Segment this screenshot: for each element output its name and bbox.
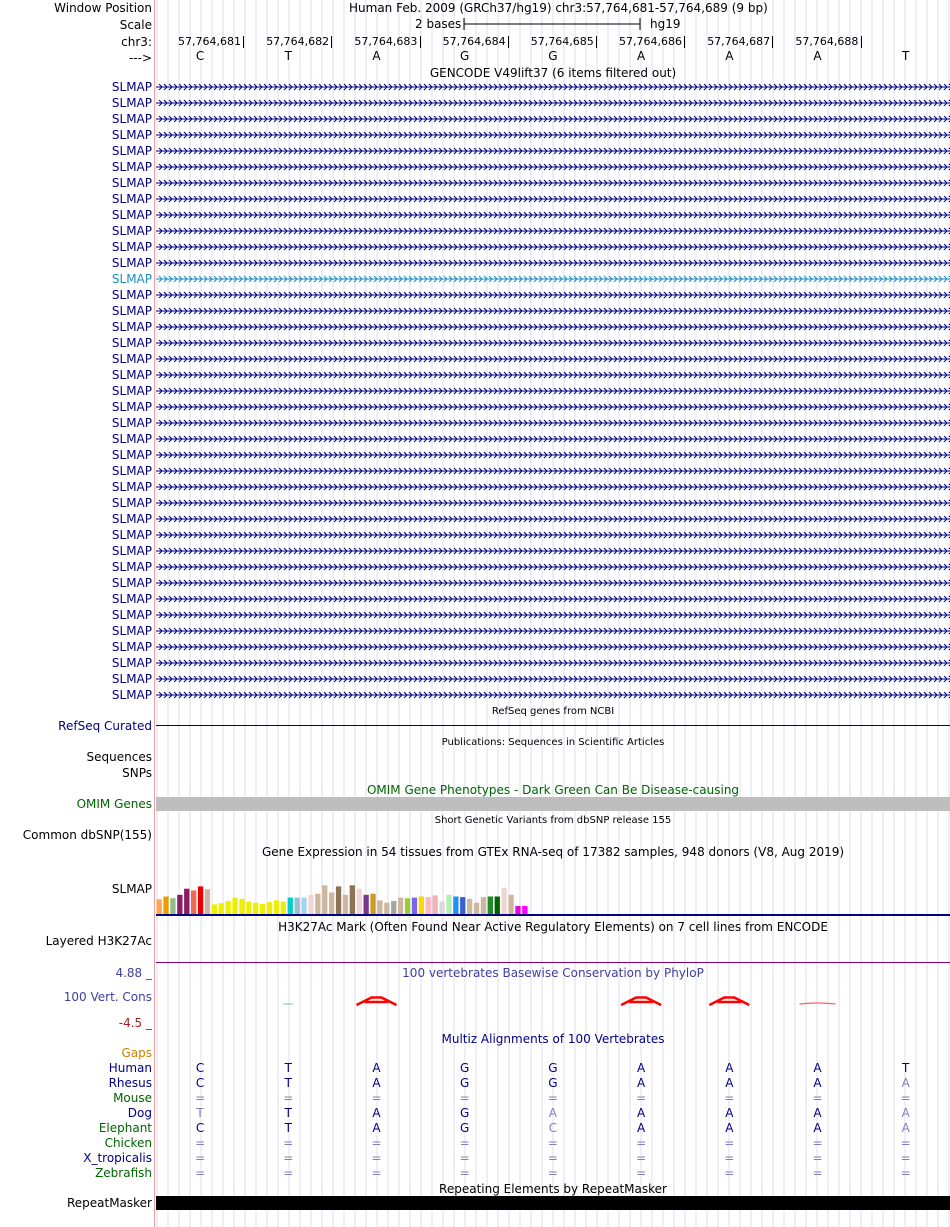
gtex-bar-chart[interactable]: [156, 859, 556, 915]
gtex-tissue-bar[interactable]: [508, 895, 513, 915]
gtex-tissue-bar[interactable]: [315, 894, 320, 915]
multiz-base: A: [636, 1106, 646, 1120]
multiz-base: =: [900, 1166, 911, 1180]
gencode-transcript-line[interactable]: [156, 194, 950, 204]
gtex-tissue-bar[interactable]: [453, 897, 458, 916]
gtex-tissue-bar[interactable]: [391, 901, 396, 915]
gtex-tissue-bar[interactable]: [301, 898, 306, 915]
gencode-row-label[interactable]: SLMAP: [111, 240, 152, 254]
multiz-base: A: [372, 1121, 381, 1135]
multiz-base: A: [725, 1076, 734, 1090]
multiz-base: =: [724, 1091, 735, 1105]
gencode-transcript-line[interactable]: [156, 562, 950, 572]
multiz-base: =: [283, 1166, 294, 1180]
multiz-base: =: [547, 1166, 558, 1180]
ruler-position: 57,764,683: [354, 35, 418, 48]
multiz-base: A: [725, 1121, 734, 1135]
gtex-tissue-bar[interactable]: [191, 890, 196, 915]
ruler-tick: [420, 36, 421, 48]
gtex-tissue-bar[interactable]: [364, 895, 369, 915]
repeatmasker-track-title: Repeating Elements by RepeatMasker: [439, 1182, 667, 1196]
gtex-tissue-bar[interactable]: [405, 898, 410, 915]
gtex-tissue-bar[interactable]: [412, 898, 417, 915]
multiz-base: =: [900, 1136, 911, 1150]
ruler-tick: [243, 36, 244, 48]
multiz-base: =: [724, 1151, 735, 1165]
conservation-min-label: -4.5 _: [118, 1016, 152, 1030]
gtex-tissue-bar[interactable]: [322, 885, 327, 915]
gtex-tissue-bar[interactable]: [460, 897, 465, 915]
gencode-transcript-line[interactable]: [156, 146, 950, 156]
multiz-base: A: [372, 1076, 381, 1090]
multiz-species-label[interactable]: Chicken: [104, 1136, 152, 1150]
gtex-tissue-bar[interactable]: [377, 900, 382, 915]
gencode-row-label[interactable]: SLMAP: [111, 96, 152, 110]
conservation-peak[interactable]: [800, 1003, 836, 1004]
ruler-position: 57,764,686: [619, 35, 682, 48]
multiz-base: A: [372, 1061, 381, 1075]
multiz-base: A: [725, 1106, 734, 1120]
gencode-transcript-line[interactable]: [156, 274, 950, 284]
gtex-tissue-bar[interactable]: [426, 897, 431, 915]
gencode-track-title: GENCODE V49lift37 (6 items filtered out): [429, 66, 677, 80]
multiz-base: A: [548, 1106, 557, 1120]
gencode-transcript-line[interactable]: [156, 674, 950, 684]
multiz-base: =: [195, 1136, 206, 1150]
gencode-transcript-line[interactable]: [156, 642, 950, 652]
ruler-tick: [596, 36, 597, 48]
snps-label[interactable]: SNPs: [122, 766, 152, 780]
multiz-base: =: [459, 1136, 470, 1150]
repeatmasker-label[interactable]: RepeatMasker: [66, 1196, 152, 1210]
ruler-position: 57,764,688: [795, 35, 859, 48]
gencode-row-label[interactable]: SLMAP: [111, 80, 152, 94]
gencode-transcript-line[interactable]: [156, 338, 950, 348]
strand-label: --->: [128, 51, 152, 65]
multiz-base: =: [547, 1091, 558, 1105]
gencode-row-label[interactable]: SLMAP: [111, 208, 152, 222]
gtex-tissue-bar[interactable]: [281, 902, 286, 915]
multiz-species-label[interactable]: Elephant: [98, 1121, 152, 1135]
gencode-row-label[interactable]: SLMAP: [111, 288, 152, 302]
conservation-peak[interactable]: [709, 998, 749, 1005]
gtex-tissue-bar[interactable]: [184, 889, 189, 915]
base-letter: A: [372, 49, 381, 63]
h3k27ac-label[interactable]: Layered H3K27Ac: [45, 934, 152, 948]
gtex-tissue-bar[interactable]: [502, 888, 507, 915]
gencode-transcript-line[interactable]: [156, 258, 950, 268]
multiz-species-label[interactable]: X_tropicalis: [83, 1151, 152, 1165]
gtex-tissue-bar[interactable]: [295, 898, 300, 915]
gtex-tissue-bar[interactable]: [246, 902, 251, 915]
gtex-tissue-bar[interactable]: [308, 895, 313, 915]
gencode-transcript-line[interactable]: [156, 466, 950, 476]
multiz-base: G: [460, 1121, 470, 1135]
multiz-base: G: [460, 1076, 470, 1090]
multiz-base: =: [636, 1091, 647, 1105]
base-letter: A: [636, 49, 646, 63]
refseq-track-title: RefSeq genes from NCBI: [491, 706, 615, 717]
gencode-row-label[interactable]: SLMAP: [111, 400, 152, 414]
gtex-tissue-bar[interactable]: [232, 898, 237, 915]
scale-text: 2 bases: [415, 17, 462, 31]
gtex-tissue-bar[interactable]: [481, 897, 486, 915]
chrom-label: chr3:: [121, 35, 152, 49]
gtex-tissue-bar[interactable]: [343, 895, 348, 915]
gtex-tissue-bar[interactable]: [467, 899, 472, 915]
conservation-max-label: 4.88 _: [115, 966, 152, 980]
gencode-transcript-line[interactable]: [156, 418, 950, 428]
gtex-tissue-bar[interactable]: [488, 897, 493, 916]
gtex-tissue-bar[interactable]: [170, 898, 175, 915]
multiz-species-label[interactable]: Mouse: [113, 1091, 152, 1105]
gtex-track-title: Gene Expression in 54 tissues from GTEx RNA-seq of 17382 samples, 948 donors (V8, Aug 2019): [261, 845, 845, 859]
multiz-base: =: [900, 1151, 911, 1165]
gencode-transcript-line[interactable]: [156, 130, 950, 140]
gencode-row-label[interactable]: SLMAP: [111, 688, 152, 702]
multiz-base: A: [372, 1106, 381, 1120]
multiz-base: C: [548, 1121, 558, 1135]
gtex-tissue-bar[interactable]: [433, 895, 438, 915]
multiz-base: G: [460, 1106, 470, 1120]
ruler-position: 57,764,684: [442, 35, 506, 48]
multiz-base: T: [196, 1106, 204, 1120]
gencode-row-label[interactable]: SLMAP: [111, 592, 152, 606]
multiz-base: =: [371, 1166, 382, 1180]
gencode-row-label[interactable]: SLMAP: [111, 160, 152, 174]
multiz-base: T: [284, 1076, 292, 1090]
gtex-tissue-bar[interactable]: [177, 895, 182, 915]
multiz-base: =: [636, 1166, 647, 1180]
conservation-plot[interactable]: [156, 990, 950, 1010]
gencode-transcript-line[interactable]: [156, 450, 950, 460]
scale-assembly: hg19: [650, 17, 681, 31]
gtex-tissue-bar[interactable]: [370, 894, 375, 915]
gtex-tissue-bar[interactable]: [495, 897, 500, 916]
multiz-base: A: [813, 1076, 822, 1090]
ruler-tick: [508, 36, 509, 48]
gencode-row-label[interactable]: SLMAP: [111, 464, 152, 478]
gencode-transcript-line[interactable]: [156, 498, 950, 508]
gencode-transcript-line[interactable]: [156, 322, 950, 332]
gtex-tissue-bar[interactable]: [274, 900, 279, 915]
gencode-row-label[interactable]: SLMAP: [111, 480, 152, 494]
gencode-row-label[interactable]: SLMAP: [111, 128, 152, 142]
multiz-base: =: [547, 1136, 558, 1150]
gencode-transcript-line[interactable]: [156, 98, 950, 108]
gencode-transcript-line[interactable]: [156, 162, 950, 172]
publications-track-title: Publications: Sequences in Scientific Articles: [441, 737, 665, 748]
gencode-row-label[interactable]: SLMAP: [111, 416, 152, 430]
gtex-tissue-bar[interactable]: [357, 889, 362, 915]
base-letter: T: [284, 49, 292, 63]
multiz-base: C: [195, 1076, 205, 1090]
gtex-tissue-bar[interactable]: [336, 886, 341, 915]
h3k27ac-baseline: [156, 962, 950, 963]
scale-bar: [462, 16, 644, 32]
multiz-base: =: [283, 1091, 294, 1105]
gencode-row-label[interactable]: SLMAP: [111, 608, 152, 622]
gencode-row-label[interactable]: SLMAP: [111, 256, 152, 270]
gencode-row-label[interactable]: SLMAP: [111, 272, 152, 286]
ruler-position: 57,764,682: [266, 35, 330, 48]
ruler-tick: [684, 36, 685, 48]
gencode-row-label[interactable]: SLMAP: [111, 320, 152, 334]
gtex-tissue-bar[interactable]: [419, 897, 424, 916]
multiz-base: =: [195, 1151, 206, 1165]
gencode-row-label[interactable]: SLMAP: [111, 624, 152, 638]
multiz-base: C: [195, 1121, 205, 1135]
gencode-row-label[interactable]: SLMAP: [111, 528, 152, 542]
multiz-base: =: [636, 1136, 647, 1150]
gencode-transcript-line[interactable]: [156, 658, 950, 668]
gencode-transcript-line[interactable]: [156, 306, 950, 316]
gencode-row-label[interactable]: SLMAP: [111, 544, 152, 558]
gencode-row-label[interactable]: SLMAP: [111, 640, 152, 654]
gencode-row-label[interactable]: SLMAP: [111, 304, 152, 318]
window-position-label: Window Position: [54, 1, 152, 15]
gtex-baseline: [156, 914, 950, 916]
gencode-transcript-line[interactable]: [156, 402, 950, 412]
multiz-base: G: [548, 1076, 558, 1090]
gtex-tissue-bar[interactable]: [205, 889, 210, 915]
base-letter: A: [813, 49, 822, 63]
multiz-base: =: [371, 1091, 382, 1105]
ruler-position: 57,764,685: [530, 35, 594, 48]
gtex-tissue-bar[interactable]: [157, 899, 162, 915]
multiz-species-label[interactable]: Dog: [127, 1106, 152, 1120]
gencode-transcript-line[interactable]: [156, 370, 950, 380]
gtex-label[interactable]: SLMAP: [111, 882, 152, 896]
multiz-base: A: [636, 1061, 646, 1075]
multiz-species-label[interactable]: Zebrafish: [95, 1166, 152, 1180]
gencode-row-label[interactable]: SLMAP: [111, 496, 152, 510]
multiz-base: A: [725, 1061, 734, 1075]
multiz-base: =: [195, 1091, 206, 1105]
conservation-peak[interactable]: [357, 998, 397, 1005]
base-letter: G: [548, 49, 558, 63]
multiz-track-title: Multiz Alignments of 100 Vertebrates: [441, 1032, 665, 1046]
gencode-transcript-line[interactable]: [156, 354, 950, 364]
ruler-tick: [331, 36, 332, 48]
conservation-label[interactable]: 100 Vert. Cons: [63, 990, 152, 1004]
gtex-tissue-bar[interactable]: [163, 897, 168, 916]
gencode-row-label[interactable]: SLMAP: [111, 384, 152, 398]
gencode-transcript-line[interactable]: [156, 82, 950, 92]
multiz-base: A: [901, 1106, 910, 1120]
multiz-base: =: [547, 1151, 558, 1165]
multiz-base: T: [284, 1061, 292, 1075]
multiz-base: G: [460, 1061, 470, 1075]
gtex-tissue-bar[interactable]: [329, 893, 334, 915]
multiz-base: =: [371, 1136, 382, 1150]
gencode-transcript-line[interactable]: [156, 210, 950, 220]
label-column-separator: [154, 0, 155, 1227]
gencode-transcript-line[interactable]: [156, 226, 950, 236]
multiz-base: A: [813, 1106, 822, 1120]
multiz-base: A: [813, 1121, 822, 1135]
multiz-base: A: [901, 1076, 910, 1090]
dbsnp-track-title: Short Genetic Variants from dbSNP release 155: [434, 815, 672, 826]
multiz-base: A: [901, 1121, 910, 1135]
gencode-row-label[interactable]: SLMAP: [111, 560, 152, 574]
multiz-base: =: [812, 1091, 823, 1105]
omim-label[interactable]: OMIM Genes: [76, 797, 152, 811]
multiz-base: =: [724, 1166, 735, 1180]
h3k27ac-track-title: H3K27Ac Mark (Often Found Near Active Regulatory Elements) on 7 cell lines from ENCODE: [278, 920, 828, 934]
multiz-base: A: [636, 1076, 646, 1090]
gencode-row-label[interactable]: SLMAP: [111, 672, 152, 686]
multiz-base: C: [195, 1061, 205, 1075]
multiz-base: A: [813, 1061, 822, 1075]
gencode-transcript-line[interactable]: [156, 514, 950, 524]
multiz-base: =: [636, 1151, 647, 1165]
gencode-transcript-line[interactable]: [156, 530, 950, 540]
scale-label: Scale: [119, 18, 152, 32]
gencode-transcript-line[interactable]: [156, 242, 950, 252]
sequences-label[interactable]: Sequences: [86, 750, 152, 764]
base-letter: C: [195, 49, 205, 63]
gtex-tissue-bar[interactable]: [350, 885, 355, 915]
gencode-transcript-line[interactable]: [156, 578, 950, 588]
multiz-base: =: [724, 1136, 735, 1150]
gencode-row-label[interactable]: SLMAP: [111, 176, 152, 190]
gencode-transcript-line[interactable]: [156, 690, 950, 700]
gtex-tissue-bar[interactable]: [446, 895, 451, 915]
gtex-tissue-bar[interactable]: [198, 886, 203, 915]
multiz-base: G: [548, 1061, 558, 1075]
multiz-base: =: [283, 1151, 294, 1165]
base-letter: G: [460, 49, 470, 63]
repeatmasker-bar[interactable]: [156, 1196, 950, 1210]
omim-track-title: OMIM Gene Phenotypes - Dark Green Can Be Disease-causing: [366, 783, 740, 797]
gencode-row-label[interactable]: SLMAP: [111, 144, 152, 158]
multiz-base: =: [812, 1151, 823, 1165]
gencode-row-label[interactable]: SLMAP: [111, 512, 152, 526]
gencode-transcript-line[interactable]: [156, 290, 950, 300]
refseq-label[interactable]: RefSeq Curated: [58, 719, 152, 733]
gencode-row-label[interactable]: SLMAP: [111, 112, 152, 126]
refseq-line: [156, 725, 950, 726]
multiz-base: =: [371, 1151, 382, 1165]
multiz-base: =: [900, 1091, 911, 1105]
multiz-base: T: [284, 1106, 292, 1120]
gencode-transcript-line[interactable]: [156, 434, 950, 444]
multiz-base: =: [459, 1091, 470, 1105]
gaps-label: Gaps: [121, 1046, 152, 1060]
dbsnp-label[interactable]: Common dbSNP(155): [22, 828, 152, 842]
multiz-base: T: [902, 1061, 910, 1075]
gtex-tissue-bar[interactable]: [226, 901, 231, 915]
gencode-transcript-line[interactable]: [156, 114, 950, 124]
gencode-transcript-line[interactable]: [156, 610, 950, 620]
multiz-species-label[interactable]: Human: [108, 1061, 152, 1075]
multiz-base: =: [459, 1166, 470, 1180]
gtex-tissue-bar[interactable]: [239, 899, 244, 915]
multiz-species-label[interactable]: Rhesus: [108, 1076, 152, 1090]
gencode-row-label[interactable]: SLMAP: [111, 432, 152, 446]
gencode-transcript-line[interactable]: [156, 626, 950, 636]
multiz-base: =: [283, 1136, 294, 1150]
multiz-base: =: [812, 1136, 823, 1150]
gencode-transcript-line[interactable]: [156, 178, 950, 188]
gtex-tissue-bar[interactable]: [288, 898, 293, 915]
gtex-tissue-bar[interactable]: [439, 902, 444, 915]
gencode-row-label[interactable]: SLMAP: [111, 336, 152, 350]
gencode-row-label[interactable]: SLMAP: [111, 192, 152, 206]
gencode-row-label[interactable]: SLMAP: [111, 352, 152, 366]
conservation-track-title: 100 vertebrates Basewise Conservation by PhyloP: [402, 966, 704, 980]
base-letter: A: [725, 49, 734, 63]
ruler-tick: [861, 36, 862, 48]
gencode-row-label[interactable]: SLMAP: [111, 368, 152, 382]
omim-bar[interactable]: [156, 797, 950, 811]
multiz-base: =: [459, 1151, 470, 1165]
gencode-row-label[interactable]: SLMAP: [111, 224, 152, 238]
window-title[interactable]: Human Feb. 2009 (GRCh37/hg19) chr3:57,764,681-57,764,689 (9 bp): [349, 1, 768, 15]
base-letter: T: [902, 49, 910, 63]
multiz-base: =: [812, 1166, 823, 1180]
conservation-peak[interactable]: [621, 998, 661, 1005]
gencode-transcript-line[interactable]: [156, 546, 950, 556]
gencode-transcript-line[interactable]: [156, 386, 950, 396]
gencode-row-label[interactable]: SLMAP: [111, 448, 152, 462]
ruler-position: 57,764,681: [178, 35, 241, 48]
gencode-transcript-line[interactable]: [156, 594, 950, 604]
multiz-base: T: [284, 1121, 292, 1135]
gencode-row-label[interactable]: SLMAP: [111, 656, 152, 670]
multiz-base: =: [195, 1166, 206, 1180]
ruler-tick: [772, 36, 773, 48]
gtex-tissue-bar[interactable]: [398, 898, 403, 915]
ruler-position: 57,764,687: [707, 35, 771, 48]
gencode-transcript-line[interactable]: [156, 482, 950, 492]
multiz-base: A: [636, 1121, 646, 1135]
gencode-row-label[interactable]: SLMAP: [111, 576, 152, 590]
